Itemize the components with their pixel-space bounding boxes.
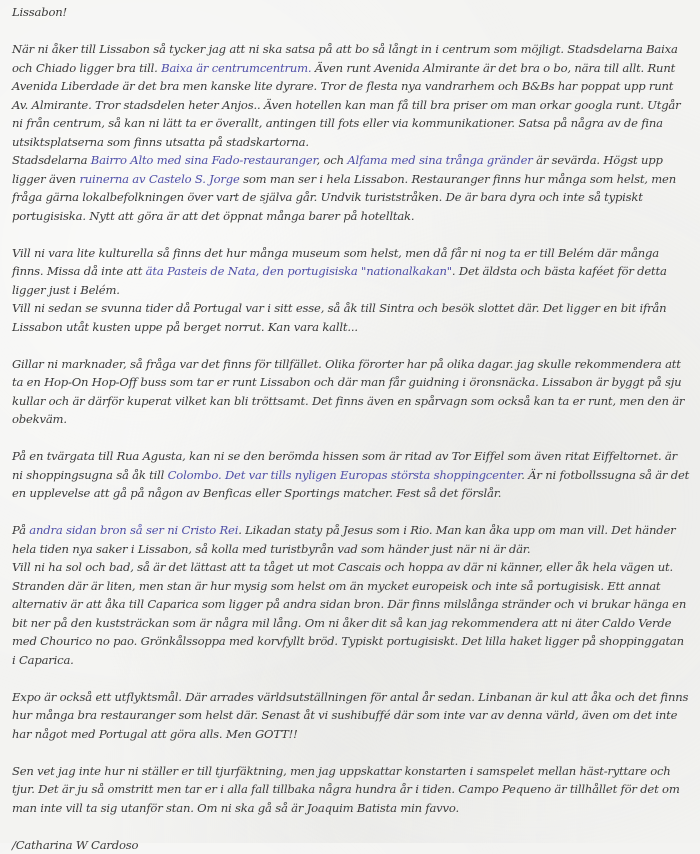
text-span: Även runt Avenida Almirante är det bra o bo, nära till allt. Runt Avenida Liberdade är det bra men kanske lite dyrare. Tror de flesta nya vandrarhem och B&Bs har poppat upp runt Av. Almirante. Tror stadsdelen heter Anjos.. Även hotellen kan man få till bra priser om man orkar googla runt. Utgår ni från centrum, så kan ni lätt ta er överallt, antingen till fots eller via kommunikationer. Satsa på några av de fina utsiktsplatserna som finns utsatta på stadskartorna.	[12, 61, 680, 149]
spacer	[12, 669, 690, 688]
link-castelo[interactable]: ruinerna av Castelo S. Jorge	[79, 172, 239, 186]
paragraph-districts	[12, 151, 690, 225]
link-baixa[interactable]: Baixa är centrumcentrum.	[161, 61, 311, 75]
paragraph-beaches: Vill ni ha sol och bad, så är det lättast att ta tåget ut mot Cascais och hoppa av där ni känner, eller åk hela vägen ut. Stranden där är liten, men stan är hur mysig som helst om än mycket europeisk och inte så portugisisk. Ett annat alternativ är att åka till Caparica som ligger på andra sidan bron. Där finns milslånga stränder och vi brukar hänga en bit ner på den kuststräckan som är några mil lång. Om ni åker dit så kan jag rekommendera att ni äter Caldo Verde med Chourico no pao. Grönkålssoppa med korvfyllt bröd. Typiskt portugisiskt. Det lilla haket ligger på shoppinggatan i Caparica.	[12, 558, 690, 669]
spacer	[12, 225, 690, 244]
paragraph-bullfighting: Sen vet jag inte hur ni ställer er till tjurfäktning, men jag uppskattar konstarten i samspelet mellan häst-ryttare och tjur. Det är ju så omstritt men tar er i alla fall tillbaka några hundra år i tiden. Campo Pequeno är tillhållet för det om man inte vill ta sig utanför stan. Om ni ska gå så är Joaquim Batista min favvo.	[12, 762, 690, 818]
text-span: . Är ni fotbollssugna så är det en upplevelse att gå på någon av Benficas eller Sportings matcher. Fest så det förslår.	[12, 468, 689, 501]
paragraph-culture	[12, 244, 690, 300]
text-span: , och	[317, 153, 348, 167]
paragraph-accommodation	[12, 40, 690, 151]
text-span: Stadsdelarna	[12, 153, 91, 167]
paragraph-shopping	[12, 447, 690, 503]
spacer	[12, 429, 690, 448]
spacer	[12, 743, 690, 762]
text-span: . Det äldsta och bästa kaféet för detta ligger just i Belém.	[12, 264, 667, 297]
paragraph-cristo-rei	[12, 521, 690, 558]
spacer	[12, 336, 690, 355]
spacer	[12, 817, 690, 836]
text-span: På en tvärgata till Rua Agusta, kan ni se den berömda hissen som är ritad av Tor Eiffel som även ritat Eiffeltornet. är ni shoppingsugna så åk till	[12, 449, 677, 482]
paragraph-markets: Gillar ni marknader, så fråga var det finns för tillfället. Olika förorter har på olika dagar. jag skulle rekommendera att ta en Hop-On Hop-Off buss som tar er runt Lissabon och där man får guidning i öronsnäcka. Lissabon är byggt på sju kullar och är därför kuperat vilket kan bli tröttsamt. Det finns även en spårvagn som också kan ta er runt, men den är obekväm.	[12, 355, 690, 429]
signature: /Catharina W Cardoso	[12, 836, 690, 854]
link-colombo[interactable]: Colombo. Det var tills nyligen Europas största shoppingcenter	[168, 468, 522, 482]
text-span: är sevärda. Högst upp ligger även	[12, 153, 663, 186]
link-cristo-rei[interactable]: andra sidan bron så ser ni Cristo Rei	[29, 523, 238, 537]
text-span: På	[12, 523, 29, 537]
spacer	[12, 503, 690, 522]
text-span: som man ser i hela Lissabon. Restauranger finns hur många som helst, men fråga gärna lokalbefolkningen över vart de själva går. Undvik turiststråken. De är bara dyra och inte så typiskt portugisiska. Nytt att göra är att det öppnat många barer på hotelltak.	[12, 172, 676, 223]
link-pasteis-de-nata[interactable]: äta Pasteis de Nata, den portugisiska "nationalkakan"	[146, 264, 452, 278]
article-heading: Lissabon!	[12, 3, 690, 22]
text-span: . Likadan staty på Jesus som i Rio. Man kan åka upp om man vill. Det händer hela tiden nya saker i Lissabon, så kolla med turistbyrån vad som händer just när ni är där.	[12, 523, 675, 556]
spacer	[12, 22, 690, 41]
link-alfama[interactable]: Alfama med sina trånga gränder	[347, 153, 532, 167]
paragraph-expo: Expo är också ett utflyktsmål. Där arrades världsutställningen för antal år sedan. Linbanan är kul att åka och det finns hur många bra restauranger som helst där. Senast åt vi sushibuffé där som inte var av denna värld, även om det inte har något med Portugal att göra alls. Men GOTT!!	[12, 688, 690, 744]
text-span: När ni åker till Lissabon så tycker jag att ni ska satsa på att bo så långt in i centrum som möjligt. Stadsdelarna Baixa och Chiado ligger bra till.	[12, 42, 678, 75]
paragraph-sintra: Vill ni sedan se svunna tider då Portugal var i sitt esse, så åk till Sintra och besök slottet där. Det ligger en bit ifrån Lissabon utåt kusten uppe på berget norrut. Kan vara kallt...	[12, 299, 690, 336]
link-bairro-alto[interactable]: Bairro Alto med sina Fado-restauranger	[91, 153, 317, 167]
text-span: Vill ni vara lite kulturella så finns det hur många museum som helst, men då får ni nog ta er till Belém där många finns. Missa då inte att	[12, 246, 659, 279]
